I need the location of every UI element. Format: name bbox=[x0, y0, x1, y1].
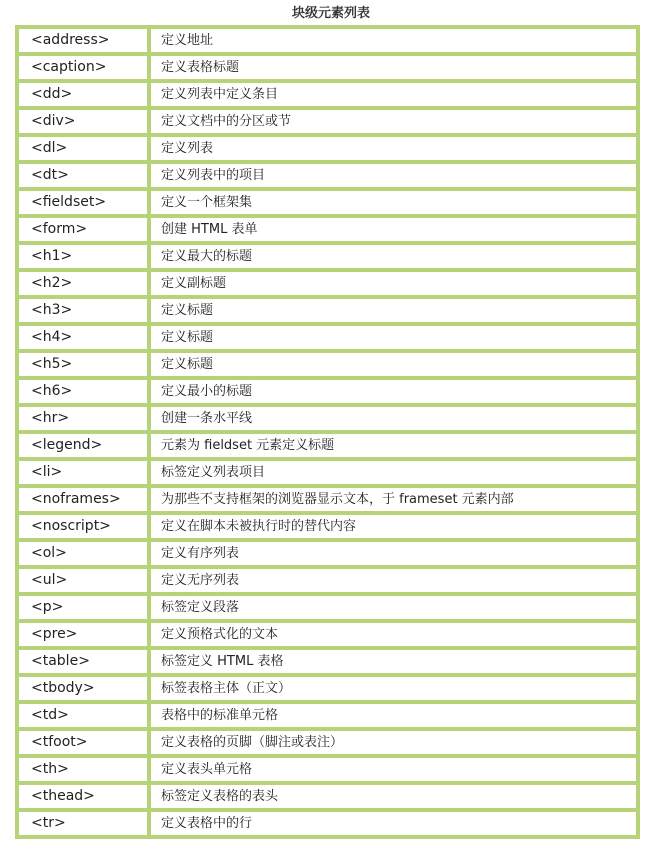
table-row bbox=[17, 108, 638, 135]
tag-cell: <p> bbox=[17, 594, 149, 621]
table-row bbox=[17, 216, 638, 243]
tag-cell: <h4> bbox=[17, 324, 149, 351]
table-row bbox=[17, 351, 638, 378]
table-row bbox=[17, 729, 638, 756]
description-cell: 元素为 fieldset 元素定义标题 bbox=[149, 432, 638, 459]
page-title: 块级元素列表 bbox=[291, 6, 370, 21]
table-row bbox=[17, 162, 638, 189]
description-cell: 定义表格的页脚（脚注或表注） bbox=[149, 729, 638, 756]
tag-cell: <noscript> bbox=[17, 513, 149, 540]
tag-cell: <caption> bbox=[17, 54, 149, 81]
description-cell: 标签定义表格的表头 bbox=[149, 783, 638, 810]
tag-cell: <thead> bbox=[17, 783, 149, 810]
description-cell: 定义列表中定义条目 bbox=[149, 81, 638, 108]
tag-cell: <ul> bbox=[17, 567, 149, 594]
description-cell: 定义无序列表 bbox=[149, 567, 638, 594]
description-cell: 定义一个框架集 bbox=[149, 189, 638, 216]
tag-cell: <dl> bbox=[17, 135, 149, 162]
table-row bbox=[17, 513, 638, 540]
description-cell: 定义副标题 bbox=[149, 270, 638, 297]
tag-cell: <dd> bbox=[17, 81, 149, 108]
table-row bbox=[17, 432, 638, 459]
tag-cell: <ol> bbox=[17, 540, 149, 567]
tag-cell: <h5> bbox=[17, 351, 149, 378]
table-row bbox=[17, 270, 638, 297]
tag-cell: <tr> bbox=[17, 810, 149, 837]
tag-cell: <li> bbox=[17, 459, 149, 486]
description-cell: 标签定义段落 bbox=[149, 594, 638, 621]
description-cell: 定义最大的标题 bbox=[149, 243, 638, 270]
description-cell: 定义表格标题 bbox=[149, 54, 638, 81]
table-row bbox=[17, 648, 638, 675]
tag-cell: <form> bbox=[17, 216, 149, 243]
description-cell: 定义列表中的项目 bbox=[149, 162, 638, 189]
description-cell: 为那些不支持框架的浏览器显示文本，于 frameset 元素内部 bbox=[149, 486, 638, 513]
tag-cell: <table> bbox=[17, 648, 149, 675]
table-row bbox=[17, 675, 638, 702]
table-row bbox=[17, 459, 638, 486]
description-cell: 定义有序列表 bbox=[149, 540, 638, 567]
table-body bbox=[17, 27, 638, 837]
table-row bbox=[17, 189, 638, 216]
description-cell: 定义最小的标题 bbox=[149, 378, 638, 405]
tag-cell: <tfoot> bbox=[17, 729, 149, 756]
tag-cell: <td> bbox=[17, 702, 149, 729]
description-cell: 创建 HTML 表单 bbox=[149, 216, 638, 243]
tag-cell: <dt> bbox=[17, 162, 149, 189]
description-cell: 定义列表 bbox=[149, 135, 638, 162]
table-row bbox=[17, 297, 638, 324]
tag-cell: <hr> bbox=[17, 405, 149, 432]
description-cell: 定义表头单元格 bbox=[149, 756, 638, 783]
block-elements-table bbox=[15, 25, 640, 839]
description-cell: 定义地址 bbox=[149, 27, 638, 54]
table-row bbox=[17, 594, 638, 621]
table-row bbox=[17, 567, 638, 594]
tag-cell: <noframes> bbox=[17, 486, 149, 513]
table-row bbox=[17, 810, 638, 837]
tag-cell: <pre> bbox=[17, 621, 149, 648]
description-cell: 定义在脚本未被执行时的替代内容 bbox=[149, 513, 638, 540]
tag-cell: <legend> bbox=[17, 432, 149, 459]
tag-cell: <h2> bbox=[17, 270, 149, 297]
table-row bbox=[17, 135, 638, 162]
description-cell: 定义标题 bbox=[149, 351, 638, 378]
description-cell: 表格中的标准单元格 bbox=[149, 702, 638, 729]
description-cell: 定义预格式化的文本 bbox=[149, 621, 638, 648]
table-row bbox=[17, 81, 638, 108]
description-cell: 定义标题 bbox=[149, 297, 638, 324]
table-row bbox=[17, 486, 638, 513]
table-row bbox=[17, 324, 638, 351]
tag-cell: <th> bbox=[17, 756, 149, 783]
tag-cell: <address> bbox=[17, 27, 149, 54]
table-row bbox=[17, 54, 638, 81]
description-cell: 标签定义 HTML 表格 bbox=[149, 648, 638, 675]
description-cell: 定义标题 bbox=[149, 324, 638, 351]
tag-cell: <h3> bbox=[17, 297, 149, 324]
tag-cell: <h1> bbox=[17, 243, 149, 270]
table-row bbox=[17, 27, 638, 54]
tag-cell: <h6> bbox=[17, 378, 149, 405]
table-row bbox=[17, 756, 638, 783]
tag-cell: <fieldset> bbox=[17, 189, 149, 216]
table-row bbox=[17, 540, 638, 567]
table-row bbox=[17, 783, 638, 810]
description-cell: 标签表格主体（正文） bbox=[149, 675, 638, 702]
description-cell: 定义表格中的行 bbox=[149, 810, 638, 837]
table-row bbox=[17, 378, 638, 405]
table-row bbox=[17, 405, 638, 432]
description-cell: 标签定义列表项目 bbox=[149, 459, 638, 486]
table-row bbox=[17, 621, 638, 648]
description-cell: 创建一条水平线 bbox=[149, 405, 638, 432]
description-cell: 定义文档中的分区或节 bbox=[149, 108, 638, 135]
tag-cell: <div> bbox=[17, 108, 149, 135]
table-row bbox=[17, 702, 638, 729]
table-row bbox=[17, 243, 638, 270]
tag-cell: <tbody> bbox=[17, 675, 149, 702]
